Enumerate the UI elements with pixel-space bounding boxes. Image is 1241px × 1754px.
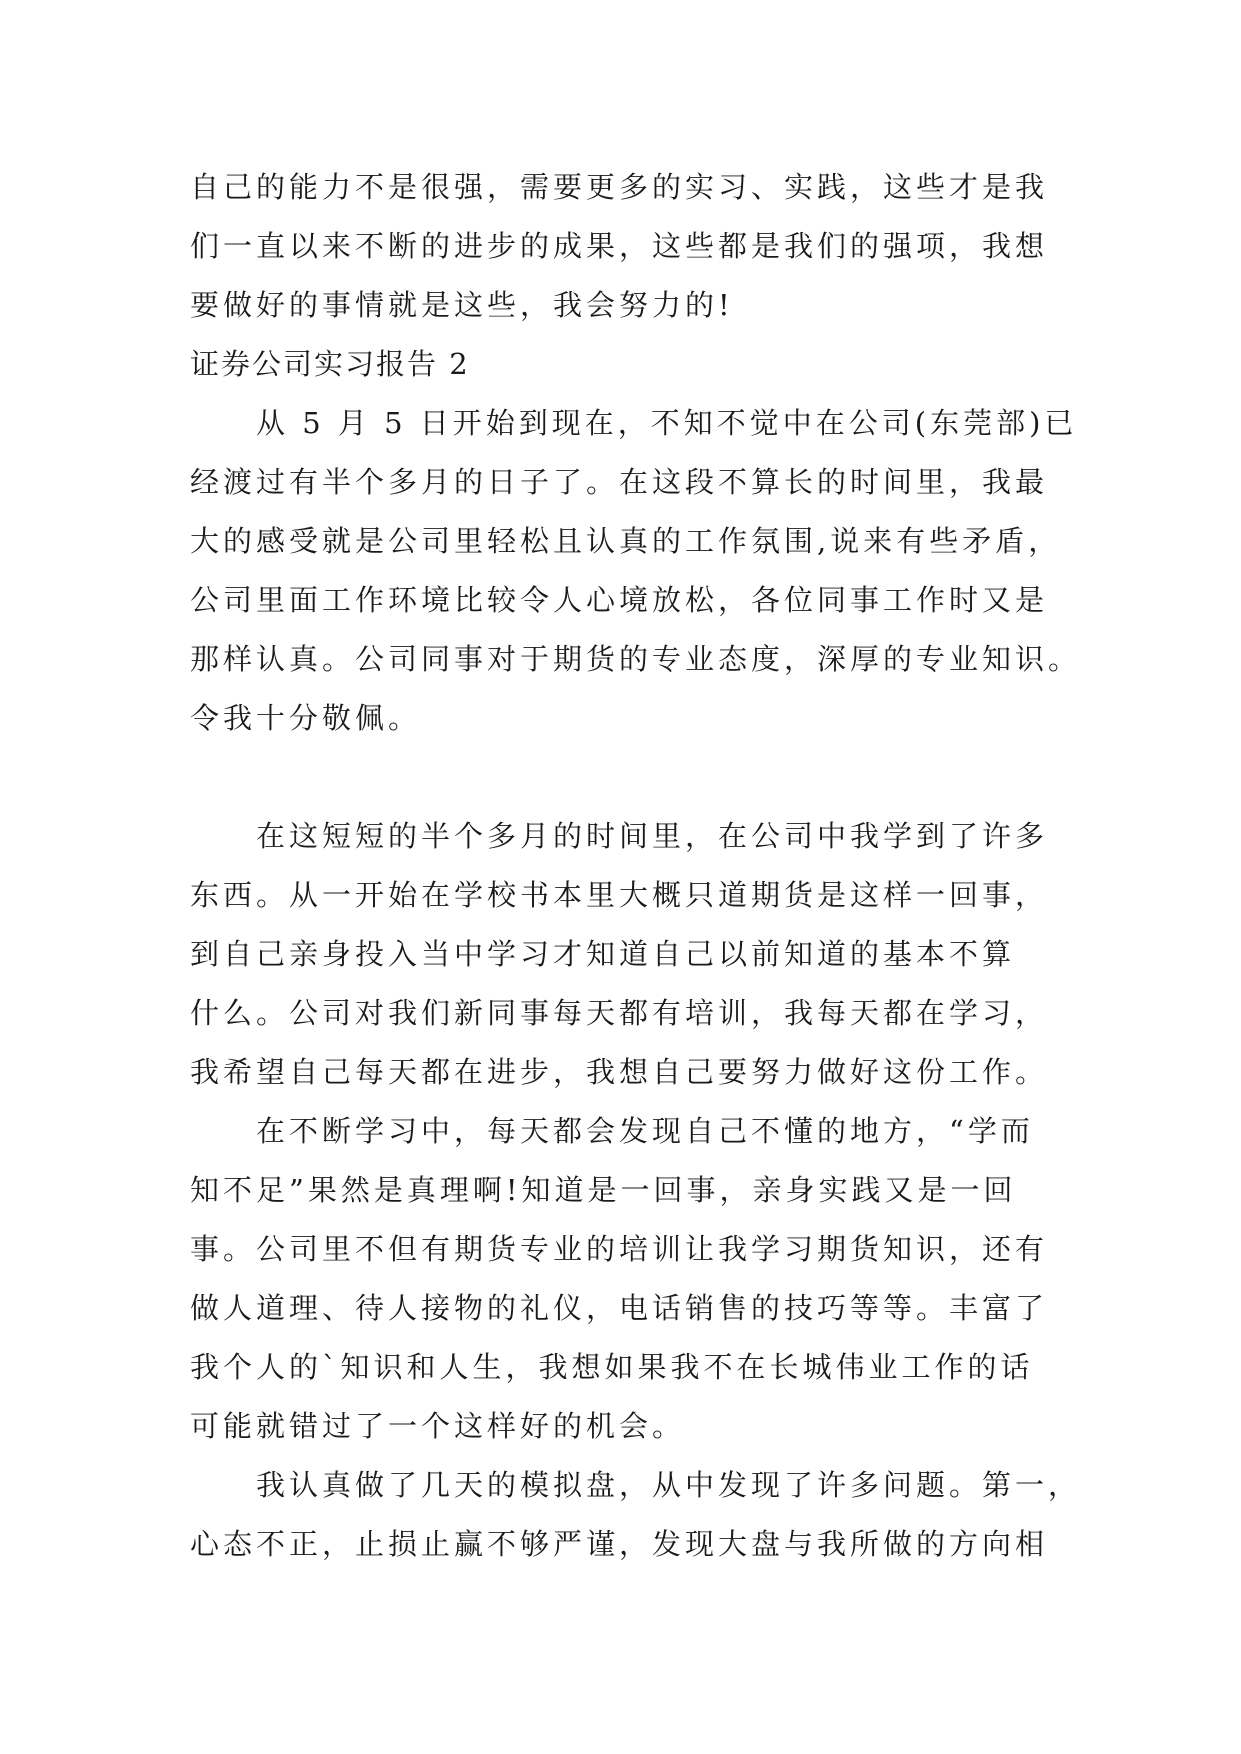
paragraph-1 (190, 394, 1082, 748)
text-line: 可能就错过了一个这样好的机会。 (190, 1409, 686, 1443)
text-line: 做人道理、待人接物的礼仪，电话销售的技巧等等。丰富了 (190, 1291, 1049, 1325)
intro-paragraph (190, 158, 1070, 335)
section-title: 证券公司实习报告 2 (190, 347, 470, 381)
text-line: 什么。公司对我们新同事每天都有培训，我每天都在学习， (190, 996, 1049, 1030)
text-line: 我希望自己每天都在进步，我想自己要努力做好这份工作。 (190, 1055, 1049, 1089)
text-line: 东西。从一开始在学校书本里大概只道期货是这样一回事， (190, 878, 1049, 912)
text-line: 公司里面工作环境比较令人心境放松，各位同事工作时又是 (190, 583, 1049, 617)
text-line: 们一直以来不断的进步的成果，这些都是我们的强项，我想 (190, 229, 1049, 263)
text-line: 要做好的事情就是这些，我会努力的! (190, 288, 734, 322)
text-line: 事。公司里不但有期货专业的培训让我学习期货知识，还有 (190, 1232, 1049, 1266)
text-line: 我认真做了几天的模拟盘，从中发现了许多问题。第一， (256, 1468, 1082, 1502)
text-line: 令我十分敬佩。 (190, 701, 422, 735)
text-line: 我个人的`知识和人生，我想如果我不在长城伟业工作的话 (190, 1350, 1034, 1384)
blank-line (190, 748, 1070, 807)
document-body (190, 158, 1082, 1574)
text-line: 在这短短的半个多月的时间里，在公司中我学到了许多 (256, 819, 1049, 853)
text-line: 在不断学习中，每天都会发现自己不懂的地方，“学而 (256, 1114, 1034, 1148)
text-line: 经渡过有半个多月的日子了。在这段不算长的时间里，我最 (190, 465, 1049, 499)
section-heading (190, 335, 1070, 394)
text-line: 那样认真。公司同事对于期货的专业态度，深厚的专业知识。 (190, 642, 1082, 676)
text-line: 从 5 月 5 日开始到现在，不知不觉中在公司(东莞部)已 (256, 406, 1078, 440)
paragraph-2 (190, 807, 1070, 1102)
paragraph-4 (190, 1456, 1082, 1574)
text-line: 自己的能力不是很强，需要更多的实习、实践，这些才是我 (190, 170, 1049, 204)
text-line: 到自己亲身投入当中学习才知道自己以前知道的基本不算 (190, 937, 1016, 971)
text-line: 知不足”果然是真理啊!知道是一回事，亲身实践又是一回 (190, 1173, 1017, 1207)
text-line: 心态不正，止损止赢不够严谨，发现大盘与我所做的方向相 (190, 1527, 1049, 1561)
text-line: 大的感受就是公司里轻松且认真的工作氛围,说来有些矛盾， (190, 524, 1062, 558)
paragraph-3 (190, 1102, 1070, 1456)
